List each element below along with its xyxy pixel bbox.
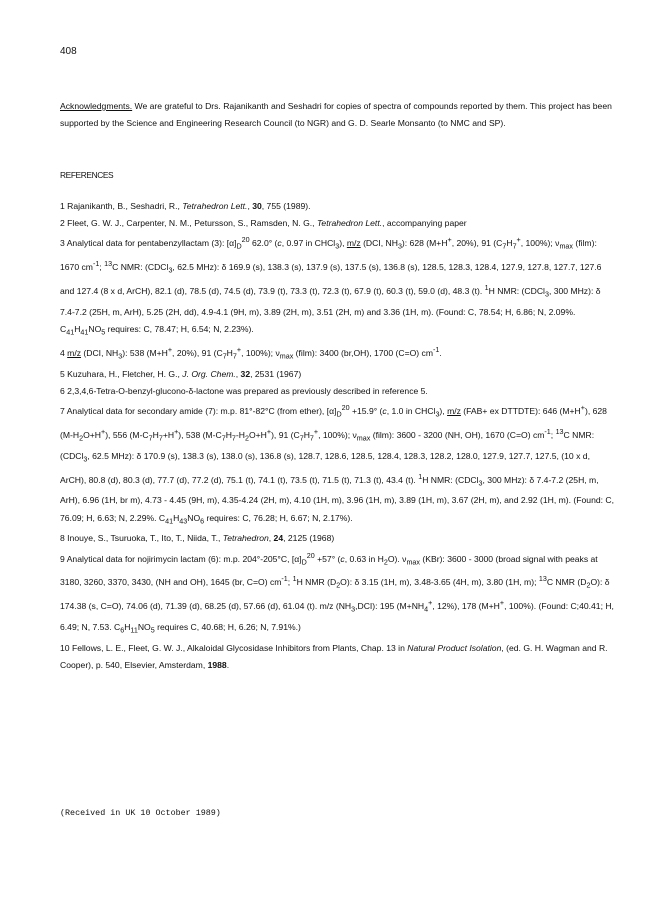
reference-3: 3 Analytical data for pentabenzyllactam (3): $[\alpha]_D^{20}$ 62.0° (c, 0.97 in CHCl$_3$), m/z (DCI, $NH_3$): 628 (M+H+, 20%), 91 ($C_7H_7^+$, 100%); $\nu_{max}$ (film): 1670 $cm^{-1}$; $^{13}$C NMR: (CDCl$_3$, 62.5 MHz): δ 169.9 (s), 138.3 (s), 137.9 (s), 137.5 (s), 136.8 (s), 128.5, 128.3, 128.4, 127.9, 127.8, 127.7, 127.6 and 127.4 (8 x d, ArCH), 82.1 (d), 78.5 (d), 74.5 (d), 73.9 (t), 73.3 (t), 72.3 (t), 67.9 (t), 60.3 (t), 59.0 (d), 48.3 (t). $^1$H NMR: (CDCl$_3$, 300 MHz): δ 7.4-7.2 (25H, m, ArH), 5.25 (2H, dd), 4.9-4.1 (9H, m), 3.89 (2H, m), 3.51 (2H, m) and 3.36 (1H, m). (Found: C, 78.54; H, 6.86; N, 2.09%. $C_{41}H_{41}NO_5$ requires: C, 78.47; H, 6.54; N, 2.23%). bbox=[60, 236, 602, 337]
reference-1: 1 Rajanikanth, B., Seshadri, R., Tetrahedron Lett., 30, 755 (1989). bbox=[60, 201, 311, 211]
reference-9: 9 Analytical data for nojirimycin lactam (6): m.p. 204°-205°C, $[\alpha]_D^{20} +57^\circ$ (c, 0.63 in $H_2O$). $\nu_{max}$ (KBr): 3600 - 3000 (broad signal with peaks at 3180, 3260, 3370, 3430, (NH and OH), 1645 (br, C=O) $cm^{-1}$; $^1$H NMR $(D_2O)$: δ 3.15 (1H, m), 3.48-3.65 (4H, m), 3.80 (1H, m); $^{13}$C NMR $(D_2O)$: δ 174.38 (s, C=O), 74.06 (d), 71.39 (d), 68.25 (d), 57.66 (d), 61.04 (t). m/z $(NH_3,DCI)$: 195 ($M+NH_4^+$, 12%), 178 (M+H+, 100%). (Found: C;40.41; H, 6.49; N, 7.53. $C_6H_{11}NO_5$ requires C, 40.68; H, 6.26; N, 7.91%.) bbox=[60, 551, 614, 635]
references-heading: REFERENCES bbox=[60, 170, 114, 180]
references-list bbox=[60, 198, 616, 674]
received-date: (Received in UK 10 October 1989) bbox=[60, 808, 221, 818]
acknowledgments-heading: Acknowledgments. bbox=[60, 101, 133, 111]
reference-2: 2 Fleet, G. W. J., Carpenter, N. M., Petursson, S., Ramsden, N. G., Tetrahedron Lett., accompanying paper bbox=[60, 218, 467, 229]
acknowledgments-text: We are grateful to Drs. Rajanikanth and Seshadri for copies of spectra of compounds reported by them. This project has been supported by the Science and Engineering Research Council (to NGR) and G. D. Searle Monsanto (to NMC and SP). bbox=[60, 101, 612, 128]
reference-6: 6 2,3,4,6-Tetra-O-benzyl-glucono-δ-lactone was prepared as previously described in reference 5. bbox=[60, 385, 428, 396]
reference-7: 7 Analytical data for secondary amide (7): m.p. 81°-82°C (from ether), $[\alpha]_D^{20} +15.9^\circ$ (c, 1.0 in CHCl$_3$), m/z (FAB+ ex DTTDTE): 646 (M+H+), 628 $(M-H_2O+H^+)$, 556 $(M-C_7H_7+H^+)$, 538 $(M-C_7H_7-H_2O+H^+)$, 91 ($C_7H_7^+$, 100%); $\nu_{max}$ (film): 3600 - 3200 (NH, OH), 1670 (C=O) $cm^{-1}$; $^{13}$C NMR: (CDCl$_3$, 62.5 MHz): δ 170.9 (s), 138.3 (s), 138.0 (s), 136.8 (s), 128.7, 128.6, 128.5, 128.4, 128.3, 128.2, 128.0, 127.9, 127.7, 127.5, (10 x d, ArCH), 80.8 (d), 80.3 (d), 77.7 (d), 77.2 (d), 75.1 (t), 74.1 (t), 73.5 (t), 71.5 (t), 71.3 (t), 43.4 (t). $^1$H NMR: (CDCl$_3$, 300 MHz): δ 7.4-7.2 (25H, m, ArH), 6.96 (1H, br m), 4.73 - 4.45 (9H, m), 4.35-4.24 (2H, m), 4.10 (1H, m), 3.96 (1H, m), 3.89 (1H, m), 3.67 (2H, m), and 2.92 (1H, m). (Found: C, 76.09; H, 6.63; N, 2.29%. $C_{41}H_{43}NO_6$ requires: C, 76.28; H, 6.67; N, 2.17%). bbox=[60, 404, 614, 526]
reference-5: 5 Kuzuhara, H., Fletcher, H. G., J. Org. Chem., 32, 2531 (1967) bbox=[60, 368, 302, 379]
page-number: 408 bbox=[60, 46, 77, 57]
reference-8: 8 Inouye, S., Tsuruoka, T., Ito, T., Niida, T., Tetrahedron, 24, 2125 (1968) bbox=[60, 533, 335, 544]
acknowledgments-paragraph bbox=[60, 98, 616, 132]
reference-4: 4 m/z (DCI, $NH_3$): 538 (M+H+, 20%), 91 ($C_7H_7^+$, 100%); $\nu_{max}$ (film): 3400 (br,OH), 1700 (C=O) $cm^{-1}$. bbox=[60, 345, 442, 361]
reference-10: 10 Fellows, L. E., Fleet, G. W. J., Alkaloidal Glycosidase Inhibitors from Plants, Chap. 13 in Natural Product Isolation, (ed. G. H. Wagman and R. Cooper), p. 540, Elsevier, Amsterdam, 1988. bbox=[60, 642, 608, 671]
